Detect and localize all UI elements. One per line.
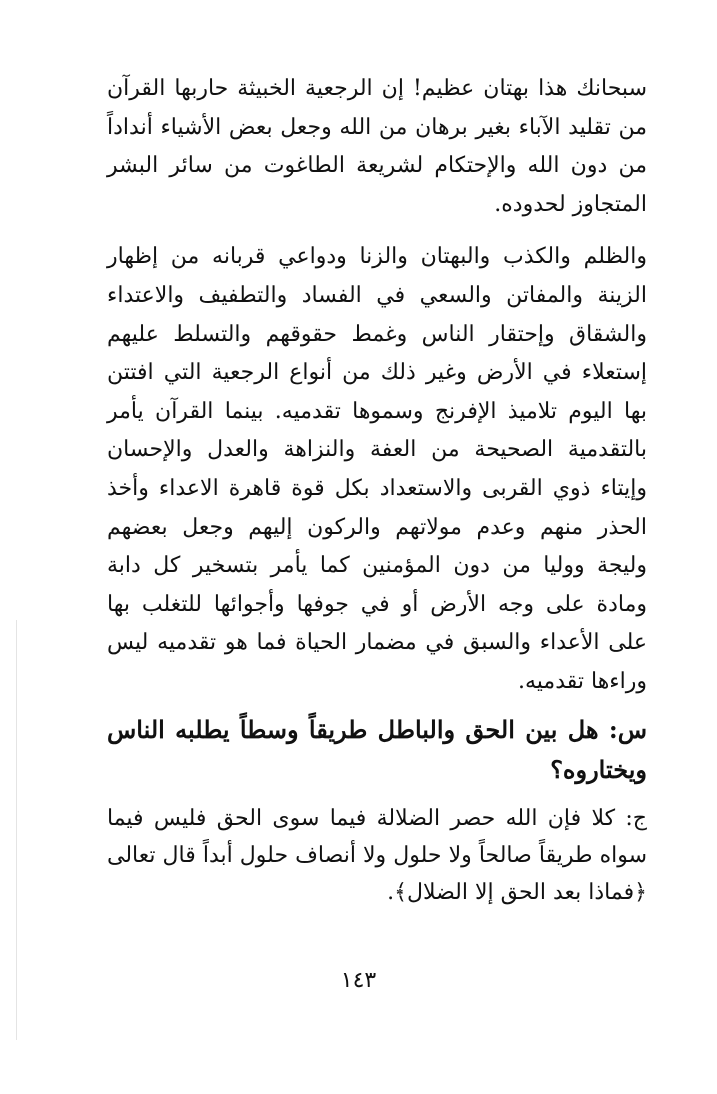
page-number: ١٤٣ xyxy=(340,968,377,993)
paragraph-2: والظلم والكذب والبهتان والزنا ودواعي قربانه من إظهار الزينة والمفاتن والسعي في الفساد والتطفيف والاعتداء والشقاق وإحتقار الناس وغمط حقوقهم والتسلط عليهم إستعلاء في الأرض وغير ذلك من أنواع الرجعية التي افتتن بها اليوم تلاميذ الإفرنج وسموها تقدميه. بينما القرآن يأمر بالتقدمية الصحيحة من العفة والنزاهة والعدل والإحسان وإيتاء ذوي القربى والاستعداد بكل قوة قاهرة الاعداء وأخذ الحذر منهم وعدم مولاتهم والركون إليهم وجعل بعضهم وليجة ووليا من دون المؤمنين كما يأمر بتسخير كل دابة ومادة على وجه الأرض أو في جوفها وأجوائها للتغلب بها على الأعداء والسبق في مضمار الحياة فما هو تقدميه ليس وراءها تقدميه. xyxy=(107,244,647,694)
question-heading: س: هل بين الحق والباطل طريقاً وسطاً يطلبه الناس ويختاروه؟ xyxy=(107,714,647,784)
page-content xyxy=(107,70,647,911)
paragraph-1: سبحانك هذا بهتان عظيم! إن الرجعية الخبيثة حاربها القرآن من تقليد الآباء بغير برهان من الله وجعل بعض الأشياء أنداداً من دون الله والإحتكام لشريعة الطاغوت من سائر البشر المتجاوز لحدوده. xyxy=(107,76,647,217)
answer-paragraph: ج: كلا فإن الله حصر الضلالة فيما سوى الحق فليس فيما سواه طريقاً صالحاً ولا حلول ولا أنصاف حلول أبداً قال تعالى ﴿فماذا بعد الحق إلا الضلال﴾. xyxy=(107,805,648,905)
